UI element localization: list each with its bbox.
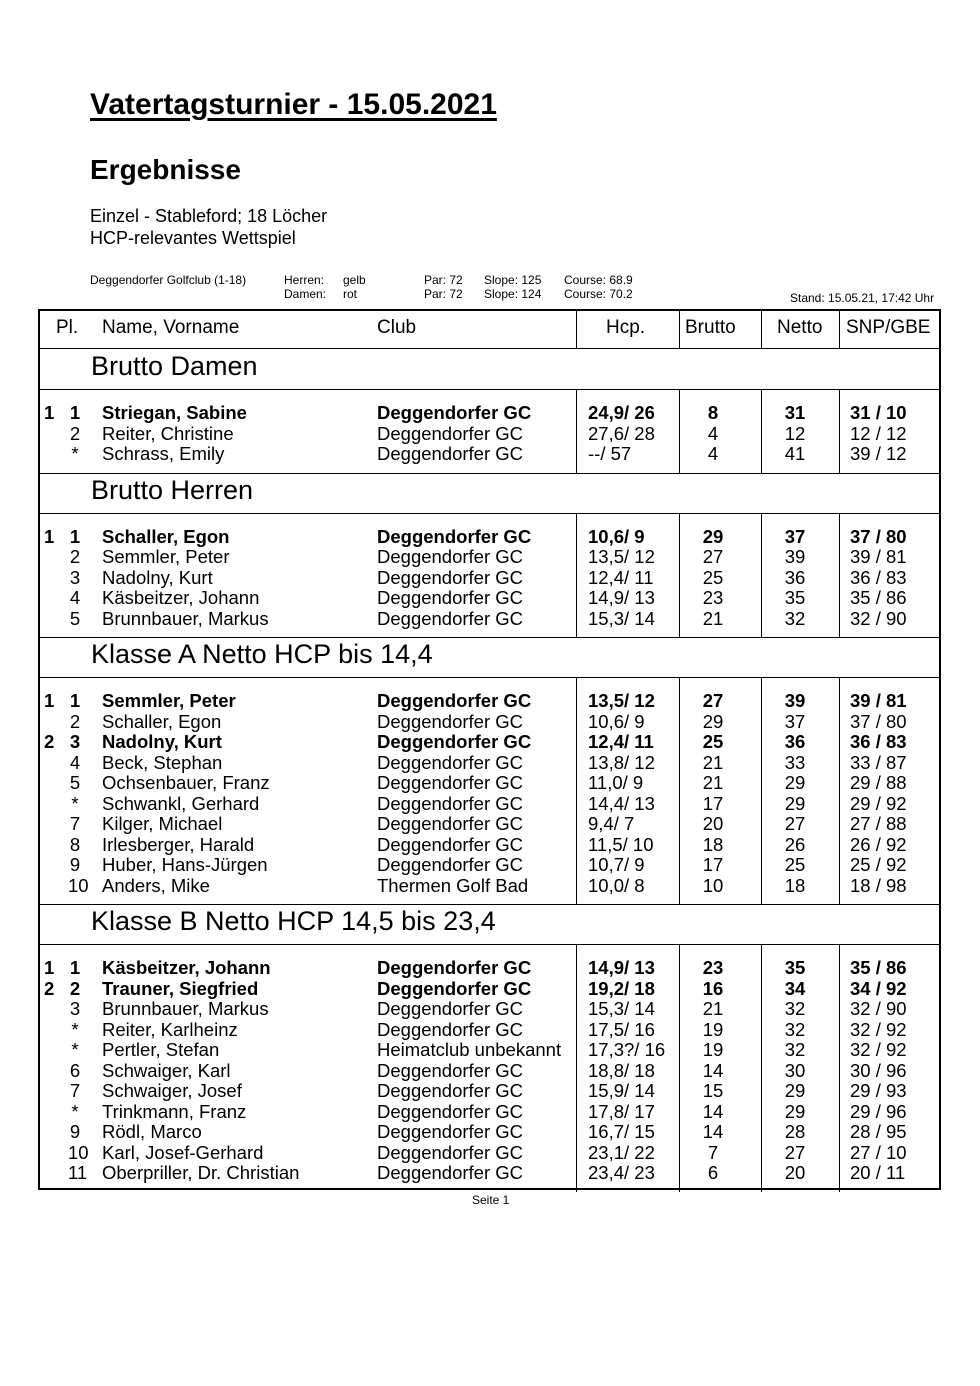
hcp-cell: 12,4/ 11 [588, 566, 654, 588]
table-row [40, 403, 939, 423]
club-cell: Deggendorfer GC [377, 1162, 524, 1183]
snp-cell: 36 / 83 [850, 731, 907, 752]
snp-cell: 37 / 80 [850, 710, 907, 732]
table-row [40, 1061, 939, 1081]
netto-cell: 29 [784, 1100, 806, 1122]
column-divider [679, 513, 680, 638]
hcp-cell: 14,4/ 13 [588, 792, 655, 814]
section-divider [40, 513, 939, 514]
player-name-cell: Ochsenbauer, Franz [102, 772, 270, 793]
course-club: Deggendorfer Golfclub (1-18) [90, 273, 247, 287]
brutto-cell: 17 [702, 854, 724, 875]
netto-cell: 32 [784, 607, 806, 629]
table-row [40, 712, 939, 732]
table-row [40, 1122, 939, 1142]
placement-cell: 2 [69, 546, 81, 567]
player-name-cell: Schaller, Egon [102, 710, 222, 732]
netto-cell: 25 [784, 854, 806, 875]
table-row [40, 1020, 939, 1040]
brutto-cell: 23 [702, 587, 724, 608]
placement-cell: * [71, 1039, 79, 1060]
snp-cell: 30 / 96 [850, 1059, 907, 1081]
netto-cell: 32 [784, 1039, 806, 1060]
netto-cell: 29 [784, 1080, 806, 1101]
brutto-cell: 8 [707, 402, 719, 423]
column-divider [576, 389, 577, 473]
club-cell: Deggendorfer GC [377, 751, 524, 773]
netto-cell: 20 [784, 1162, 806, 1183]
hcp-cell: 11,5/ 10 [588, 833, 654, 855]
snp-cell: 32 / 90 [850, 607, 907, 629]
table-row [40, 835, 939, 855]
table-row [40, 1143, 939, 1163]
club-cell: Heimatclub unbekannt [377, 1039, 562, 1060]
club-cell: Deggendorfer GC [377, 1100, 524, 1122]
club-cell: Deggendorfer GC [377, 566, 524, 588]
brutto-cell: 27 [702, 546, 724, 567]
player-name-cell: Brunnbauer, Markus [102, 607, 269, 629]
snp-cell: 31 / 10 [850, 402, 907, 423]
brutto-cell: 27 [702, 690, 724, 711]
snp-cell: 33 / 87 [850, 751, 907, 773]
netto-cell: 35 [784, 957, 806, 978]
netto-cell: 41 [784, 443, 806, 464]
damen-slope: Slope: 124 [484, 287, 542, 301]
section-title: Klasse B Netto HCP 14,5 bis 23,4 [91, 906, 496, 936]
club-cell: Deggendorfer GC [377, 854, 524, 875]
stand-timestamp: Stand: 15.05.21, 17:42 Uhr [790, 291, 935, 305]
brutto-cell: 14 [702, 1121, 724, 1142]
snp-cell: 12 / 12 [850, 422, 907, 444]
club-cell: Deggendorfer GC [377, 731, 532, 752]
player-name-cell: Schwaiger, Josef [102, 1080, 242, 1101]
club-cell: Deggendorfer GC [377, 422, 524, 444]
table-row [40, 609, 939, 629]
club-cell: Deggendorfer GC [377, 1080, 524, 1101]
player-name-cell: Schrass, Emily [102, 443, 225, 464]
column-divider [761, 311, 762, 348]
player-name-cell: Brunnbauer, Markus [102, 998, 269, 1019]
player-name-cell: Reiter, Karlheinz [102, 1018, 238, 1040]
placement-cell: 10 [68, 1141, 89, 1163]
club-cell: Deggendorfer GC [377, 833, 524, 855]
brutto-cell: 21 [702, 751, 724, 773]
rank-cell: 2 [44, 977, 55, 999]
snp-cell: 20 / 11 [850, 1162, 906, 1183]
table-row [40, 979, 939, 999]
hcp-cell: 19,2/ 18 [588, 977, 655, 999]
club-cell: Deggendorfer GC [377, 607, 524, 629]
player-name-cell: Rödl, Marco [102, 1121, 202, 1142]
page-title: Vatertagsturnier - 15.05.2021 [90, 88, 497, 121]
brutto-cell: 7 [707, 1141, 719, 1163]
netto-cell: 31 [784, 402, 806, 423]
column-divider [679, 944, 680, 1192]
table-row [40, 424, 939, 444]
player-name-cell: Schwaiger, Karl [102, 1059, 231, 1081]
placement-cell: 3 [69, 731, 81, 752]
player-name-cell: Beck, Stephan [102, 751, 223, 773]
placement-cell: 3 [69, 566, 81, 588]
table-row [40, 1163, 939, 1183]
hcp-cell: 13,5/ 12 [588, 546, 655, 567]
table-row [40, 527, 939, 547]
brutto-cell: 21 [702, 607, 724, 629]
header-name: Name, Vorname [102, 317, 240, 338]
snp-cell: 39 / 81 [850, 690, 907, 711]
section-end-divider [40, 473, 939, 474]
format-line-2: HCP-relevantes Wettspiel [90, 228, 296, 248]
netto-cell: 34 [784, 977, 806, 999]
player-name-cell: Pertler, Stefan [102, 1039, 220, 1060]
column-divider [679, 389, 680, 473]
player-name-cell: Nadolny, Kurt [102, 566, 213, 588]
placement-cell: 7 [69, 1080, 81, 1101]
section-end-divider [40, 637, 939, 638]
column-divider [576, 677, 577, 904]
column-divider [576, 513, 577, 638]
hcp-cell: 17,8/ 17 [588, 1100, 655, 1122]
snp-cell: 29 / 88 [850, 772, 907, 793]
placement-cell: 9 [69, 854, 81, 875]
placement-cell: 7 [69, 813, 81, 834]
placement-cell: 2 [69, 422, 81, 444]
hcp-cell: 11,0/ 9 [588, 772, 644, 793]
hcp-cell: 10,0/ 8 [588, 874, 645, 896]
player-name-cell: Schwankl, Gerhard [102, 792, 260, 814]
placement-cell: 5 [69, 607, 81, 629]
netto-cell: 32 [784, 1018, 806, 1040]
herren-label: Herren: [284, 273, 325, 287]
column-divider [576, 944, 577, 1192]
placement-cell: 9 [69, 1121, 81, 1142]
results-table [38, 309, 941, 1190]
placement-cell: 10 [68, 874, 89, 896]
hcp-cell: 23,1/ 22 [588, 1141, 655, 1163]
placement-cell: 8 [69, 833, 81, 855]
table-row [40, 1040, 939, 1060]
placement-cell: * [71, 1018, 79, 1040]
hcp-cell: 12,4/ 11 [588, 731, 654, 752]
player-name-cell: Semmler, Peter [102, 690, 236, 711]
herren-tee: gelb [343, 273, 366, 287]
section-title: Brutto Herren [91, 474, 254, 505]
placement-cell: * [71, 1100, 79, 1122]
table-row [40, 1102, 939, 1122]
club-cell: Deggendorfer GC [377, 1018, 524, 1040]
placement-cell: 11 [68, 1162, 88, 1183]
hcp-cell: 24,9/ 26 [588, 402, 655, 423]
club-cell: Deggendorfer GC [377, 443, 524, 464]
snp-cell: 34 / 92 [850, 977, 907, 999]
netto-cell: 12 [784, 422, 806, 444]
brutto-cell: 17 [702, 792, 724, 814]
player-name-cell: Reiter, Christine [102, 422, 234, 444]
hcp-cell: 15,9/ 14 [588, 1080, 655, 1101]
placement-cell: 5 [69, 772, 81, 793]
player-name-cell: Irlesberger, Harald [102, 833, 255, 855]
player-name-cell: Karl, Josef-Gerhard [102, 1141, 264, 1163]
brutto-cell: 14 [702, 1059, 724, 1081]
hcp-cell: 15,3/ 14 [588, 998, 655, 1019]
table-row [40, 732, 939, 752]
brutto-cell: 15 [702, 1080, 724, 1101]
rank-cell: 1 [44, 957, 55, 978]
hcp-cell: 10,6/ 9 [588, 710, 645, 732]
player-name-cell: Kilger, Michael [102, 813, 223, 834]
placement-cell: 1 [69, 402, 81, 423]
column-divider [679, 677, 680, 904]
hcp-cell: 10,7/ 9 [588, 854, 645, 875]
hcp-cell: 18,8/ 18 [588, 1059, 655, 1081]
brutto-cell: 20 [702, 813, 724, 834]
player-name-cell: Trauner, Siegfried [102, 977, 259, 999]
rank-cell: 1 [44, 525, 55, 547]
hcp-cell: 14,9/ 13 [588, 587, 655, 608]
brutto-cell: 21 [702, 998, 724, 1019]
column-divider [761, 944, 762, 1192]
placement-cell: 1 [69, 525, 81, 547]
brutto-cell: 25 [702, 566, 724, 588]
player-name-cell: Trinkmann, Franz [102, 1100, 247, 1122]
hcp-cell: 23,4/ 23 [588, 1162, 655, 1183]
damen-tee: rot [343, 287, 358, 301]
hcp-cell: 17,5/ 16 [588, 1018, 655, 1040]
placement-cell: 3 [69, 998, 81, 1019]
netto-cell: 18 [784, 874, 806, 896]
brutto-cell: 14 [702, 1100, 724, 1122]
netto-cell: 37 [784, 710, 806, 732]
club-cell: Deggendorfer GC [377, 1121, 524, 1142]
club-cell: Deggendorfer GC [377, 772, 524, 793]
club-cell: Deggendorfer GC [377, 402, 532, 423]
header-pl: Pl. [56, 317, 79, 338]
snp-cell: 27 / 88 [850, 813, 907, 834]
header-hcp: Hcp. [606, 317, 646, 338]
column-divider [839, 389, 840, 473]
header-club: Club [377, 317, 417, 338]
brutto-cell: 23 [702, 957, 724, 978]
table-row [40, 547, 939, 567]
club-cell: Deggendorfer GC [377, 1141, 524, 1163]
snp-cell: 18 / 98 [850, 874, 907, 896]
rank-cell: 2 [44, 731, 55, 752]
netto-cell: 37 [784, 525, 806, 547]
placement-cell: 2 [69, 977, 81, 999]
column-divider [839, 311, 840, 348]
header-divider [40, 348, 939, 349]
damen-label: Damen: [284, 287, 327, 301]
netto-cell: 36 [784, 566, 806, 588]
club-cell: Deggendorfer GC [377, 957, 532, 978]
header-snp: SNP/GBE [846, 317, 931, 338]
column-divider [839, 513, 840, 638]
player-name-cell: Käsbeitzer, Johann [102, 957, 271, 978]
header-brutto: Brutto [685, 317, 736, 338]
hcp-cell: 9,4/ 7 [588, 813, 635, 834]
page-footer: Seite 1 [472, 1193, 510, 1207]
hcp-cell: 13,8/ 12 [588, 751, 655, 773]
snp-cell: 37 / 80 [850, 525, 907, 547]
netto-cell: 29 [784, 772, 806, 793]
player-name-cell: Nadolny, Kurt [102, 731, 222, 752]
netto-cell: 30 [784, 1059, 806, 1081]
table-row [40, 1081, 939, 1101]
club-cell: Deggendorfer GC [377, 1059, 524, 1081]
club-cell: Deggendorfer GC [377, 998, 524, 1019]
player-name-cell: Striegan, Sabine [102, 402, 247, 423]
damen-par: Par: 72 [424, 287, 463, 301]
club-cell: Deggendorfer GC [377, 525, 532, 547]
club-cell: Deggendorfer GC [377, 792, 524, 814]
netto-cell: 39 [784, 546, 806, 567]
column-divider [679, 311, 680, 348]
netto-cell: 29 [784, 792, 806, 814]
table-row [40, 794, 939, 814]
brutto-cell: 29 [702, 525, 724, 547]
club-cell: Deggendorfer GC [377, 690, 532, 711]
table-row [40, 876, 939, 896]
placement-cell: 1 [69, 957, 81, 978]
hcp-cell: 16,7/ 15 [588, 1121, 655, 1142]
column-divider [576, 311, 577, 348]
table-row [40, 691, 939, 711]
player-name-cell: Huber, Hans-Jürgen [102, 854, 268, 875]
section-title: Klasse A Netto HCP bis 14,4 [91, 639, 433, 669]
netto-cell: 27 [784, 1141, 806, 1163]
club-cell: Deggendorfer GC [377, 977, 532, 999]
snp-cell: 26 / 92 [850, 833, 907, 855]
netto-cell: 26 [784, 833, 806, 855]
brutto-cell: 16 [702, 977, 724, 999]
snp-cell: 39 / 12 [850, 443, 907, 464]
snp-cell: 32 / 92 [850, 1018, 907, 1040]
hcp-cell: 10,6/ 9 [588, 525, 645, 547]
hcp-cell: 27,6/ 28 [588, 422, 655, 444]
club-cell: Deggendorfer GC [377, 710, 524, 732]
section-divider [40, 389, 939, 390]
brutto-cell: 18 [702, 833, 724, 855]
column-divider [839, 944, 840, 1192]
column-divider [839, 677, 840, 904]
placement-cell: 4 [69, 751, 81, 773]
section-end-divider [40, 904, 939, 905]
brutto-cell: 19 [702, 1039, 724, 1060]
hcp-cell: 14,9/ 13 [588, 957, 655, 978]
netto-cell: 36 [784, 731, 806, 752]
hcp-cell: 15,3/ 14 [588, 607, 655, 629]
table-row [40, 958, 939, 978]
table-row [40, 999, 939, 1019]
netto-cell: 27 [784, 813, 806, 834]
format-line-1: Einzel - Stableford; 18 Löcher [90, 206, 328, 226]
netto-cell: 28 [784, 1121, 806, 1142]
netto-cell: 33 [784, 751, 806, 773]
snp-cell: 25 / 92 [850, 854, 907, 875]
brutto-cell: 21 [702, 772, 724, 793]
brutto-cell: 6 [707, 1162, 719, 1183]
damen-course: Course: 70.2 [564, 287, 633, 301]
player-name-cell: Oberpriller, Dr. Christian [102, 1162, 300, 1183]
snp-cell: 35 / 86 [850, 587, 907, 608]
player-name-cell: Semmler, Peter [102, 546, 230, 567]
placement-cell: 6 [69, 1059, 81, 1081]
player-name-cell: Anders, Mike [102, 874, 210, 896]
snp-cell: 39 / 81 [850, 546, 907, 567]
table-row [40, 753, 939, 773]
table-row [40, 814, 939, 834]
table-row [40, 773, 939, 793]
club-cell: Deggendorfer GC [377, 587, 524, 608]
table-row [40, 444, 939, 464]
player-name-cell: Schaller, Egon [102, 525, 230, 547]
placement-cell: 4 [69, 587, 81, 608]
snp-cell: 32 / 92 [850, 1039, 907, 1060]
snp-cell: 29 / 96 [850, 1100, 907, 1122]
table-row [40, 588, 939, 608]
brutto-cell: 25 [702, 731, 724, 752]
hcp-cell: --/ 57 [588, 443, 632, 464]
netto-cell: 35 [784, 587, 806, 608]
table-row [40, 568, 939, 588]
club-cell: Deggendorfer GC [377, 546, 524, 567]
brutto-cell: 10 [702, 874, 724, 896]
snp-cell: 27 / 10 [850, 1141, 907, 1163]
column-divider [761, 513, 762, 638]
rank-cell: 1 [44, 690, 55, 711]
club-cell: Deggendorfer GC [377, 813, 524, 834]
brutto-cell: 4 [707, 443, 719, 464]
herren-par: Par: 72 [424, 273, 463, 287]
snp-cell: 29 / 93 [850, 1080, 907, 1101]
page-subtitle: Ergebnisse [90, 154, 241, 185]
hcp-cell: 13,5/ 12 [588, 690, 655, 711]
column-divider [761, 389, 762, 473]
placement-cell: 1 [69, 690, 81, 711]
snp-cell: 32 / 90 [850, 998, 907, 1019]
club-cell: Thermen Golf Bad [377, 874, 529, 896]
player-name-cell: Käsbeitzer, Johann [102, 587, 260, 608]
placement-cell: * [71, 443, 79, 464]
header-netto: Netto [777, 317, 823, 338]
placement-cell: * [71, 792, 79, 814]
netto-cell: 39 [784, 690, 806, 711]
herren-course: Course: 68.9 [564, 273, 633, 287]
snp-cell: 36 / 83 [850, 566, 907, 588]
section-title: Brutto Damen [91, 351, 258, 381]
table-row [40, 855, 939, 875]
rank-cell: 1 [44, 402, 55, 423]
placement-cell: 2 [69, 710, 81, 732]
herren-slope: Slope: 125 [484, 273, 542, 287]
snp-cell: 29 / 92 [850, 792, 907, 814]
brutto-cell: 4 [707, 422, 719, 444]
brutto-cell: 19 [702, 1018, 724, 1040]
netto-cell: 32 [784, 998, 806, 1019]
hcp-cell: 17,3?/ 16 [588, 1039, 666, 1060]
snp-cell: 28 / 95 [850, 1121, 907, 1142]
column-divider [761, 677, 762, 904]
brutto-cell: 29 [702, 710, 724, 732]
section-divider [40, 944, 939, 945]
snp-cell: 35 / 86 [850, 957, 907, 978]
section-divider [40, 677, 939, 678]
